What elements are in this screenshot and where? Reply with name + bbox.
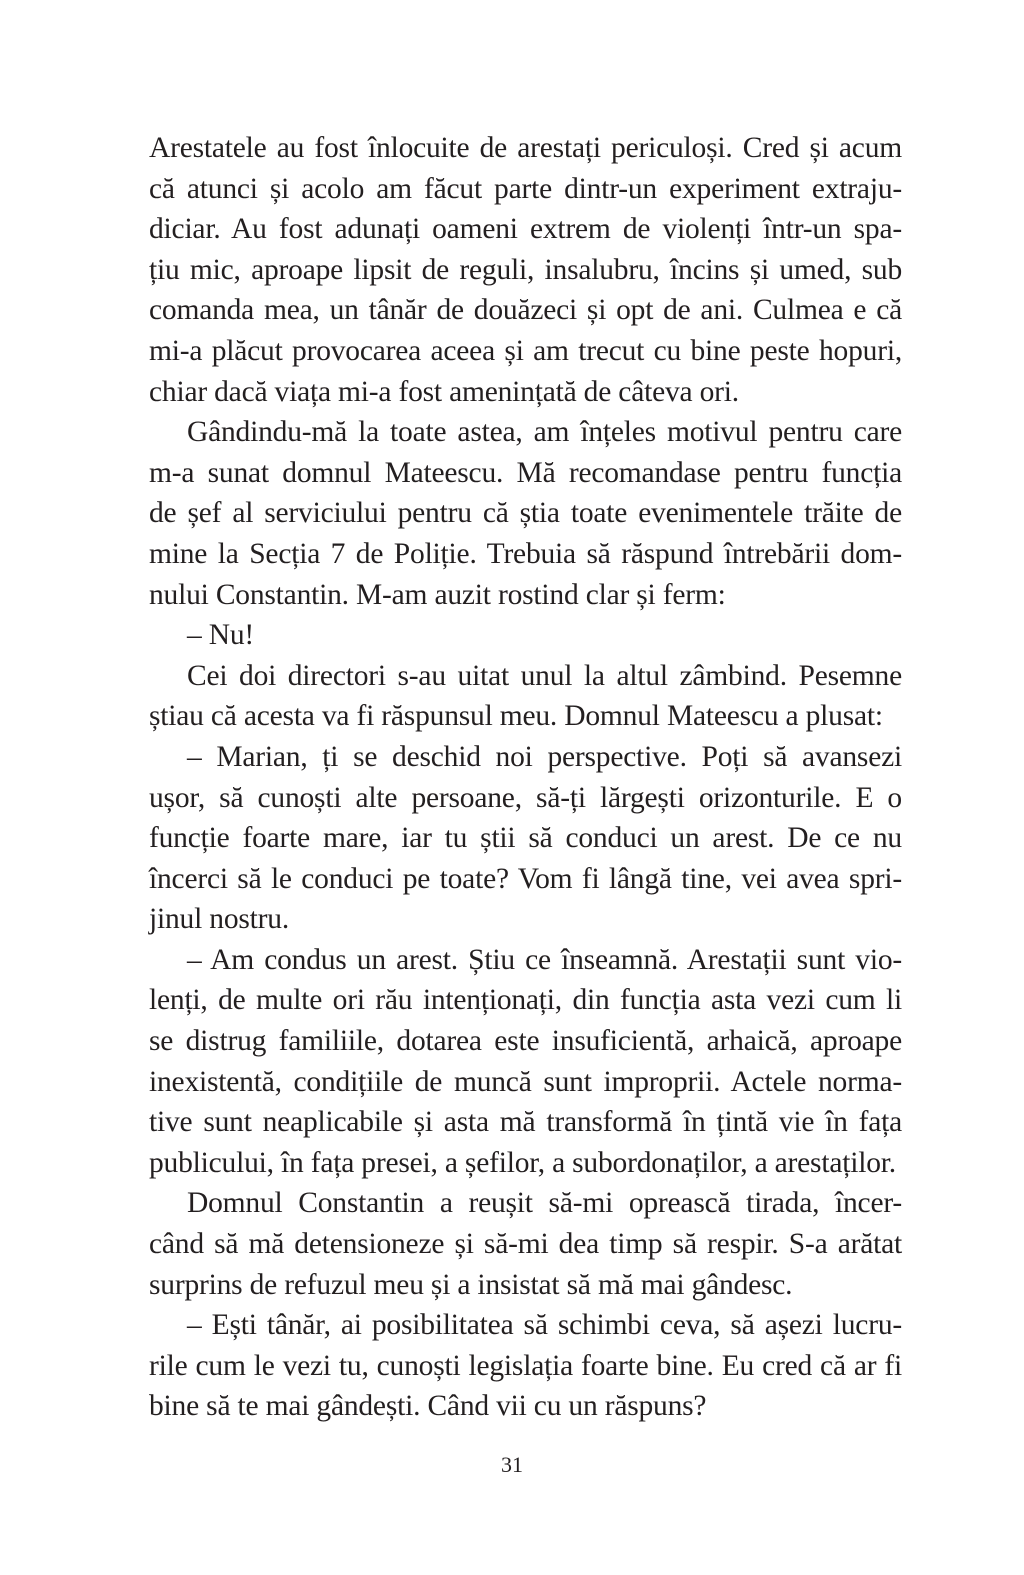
text-line: publicului, în fața presei, a șefilor, a subordonaților, a arestaților.: [149, 1146, 896, 1179]
text-line: țiu mic, aproape lipsit de reguli, insalubru, încins și umed, sub: [149, 253, 902, 286]
text-line: jinul nostru.: [149, 903, 289, 936]
text-line: tive sunt neaplicabile și asta mă transformă în țintă vie în fața: [149, 1106, 902, 1139]
text-line: de șef al serviciului pentru că știa toate evenimentele trăite de: [149, 497, 902, 530]
text-line: diciar. Au fost adunați oameni extrem de violenți într-un spa-: [149, 213, 902, 246]
text-line: inexistentă, condițiile de muncă sunt improprii. Actele norma-: [149, 1065, 902, 1098]
text-line: – Marian, ți se deschid noi perspective. Poți să avansezi: [187, 740, 902, 773]
paragraph: [149, 1183, 902, 1305]
text-line: când să mă detensioneze și să-mi dea timp să respir. S-a arătat: [149, 1228, 902, 1261]
text-line: Gândindu-mă la toate astea, am înțeles motivul pentru care: [187, 416, 902, 449]
body-text: [149, 128, 902, 1427]
text-line: funcție foarte mare, iar tu știi să conduci un arest. De ce nu: [149, 822, 902, 855]
text-line: – Nu!: [187, 619, 255, 652]
text-line: Cei doi directori s-au uitat unul la altul zâmbind. Pesemne: [187, 659, 902, 692]
paragraph: [149, 615, 902, 656]
text-line: se distrug familiile, dotarea este insuficientă, arhaică, aproape: [149, 1025, 902, 1058]
text-line: surprins de refuzul meu și a insistat să mă mai gândesc.: [149, 1268, 793, 1301]
text-line: rile cum le vezi tu, cunoști legislația foarte bine. Eu cred că ar fi: [149, 1349, 902, 1382]
text-line: nului Constantin. M-am auzit rostind clar și ferm:: [149, 578, 726, 611]
paragraph: [149, 412, 902, 615]
text-line: Domnul Constantin a reușit să-mi oprească tirada, încer-: [187, 1187, 902, 1220]
text-line: mine la Secția 7 de Poliție. Trebuia să răspund întrebării dom-: [149, 537, 902, 570]
text-line: Arestatele au fost înlocuite de arestați periculoși. Cred și acum: [149, 132, 902, 164]
paragraph: [149, 737, 902, 940]
paragraph: [149, 940, 902, 1184]
text-line: mi-a plăcut provocarea aceea și am trecut cu bine peste hopuri,: [149, 334, 902, 367]
text-line: încerci să le conduci pe toate? Vom fi lângă tine, vei avea spri-: [149, 862, 902, 895]
text-line: chiar dacă viața mi-a fost amenințată de câteva ori.: [149, 375, 739, 408]
text-line: că atunci și acolo am făcut parte dintr-un experiment extraju-: [149, 172, 902, 205]
text-line: știau că acesta va fi răspunsul meu. Domnul Mateescu a plusat:: [149, 700, 883, 733]
text-line: – Ești tânăr, ai posibilitatea să schimbi ceva, să așezi lucru-: [187, 1309, 902, 1342]
text-line: – Am condus un arest. Știu ce înseamnă. Arestații sunt vio-: [187, 943, 902, 976]
text-line: lenți, de multe ori rău intenționați, din funcția asta vezi cum li: [149, 984, 902, 1017]
paragraph: [149, 1305, 902, 1427]
text-line: bine să te mai gândești. Când vii cu un răspuns?: [149, 1390, 707, 1423]
text-line: m-a sunat domnul Mateescu. Mă recomandase pentru funcția: [149, 456, 902, 489]
text-line: ușor, să cunoști alte persoane, să-ți lărgești orizonturile. E o: [149, 781, 902, 814]
paragraph: [149, 128, 902, 412]
page-number: 31: [501, 1452, 523, 1477]
text-line: comanda mea, un tânăr de douăzeci și opt de ani. Culmea e că: [149, 294, 902, 327]
paragraph: [149, 656, 902, 737]
